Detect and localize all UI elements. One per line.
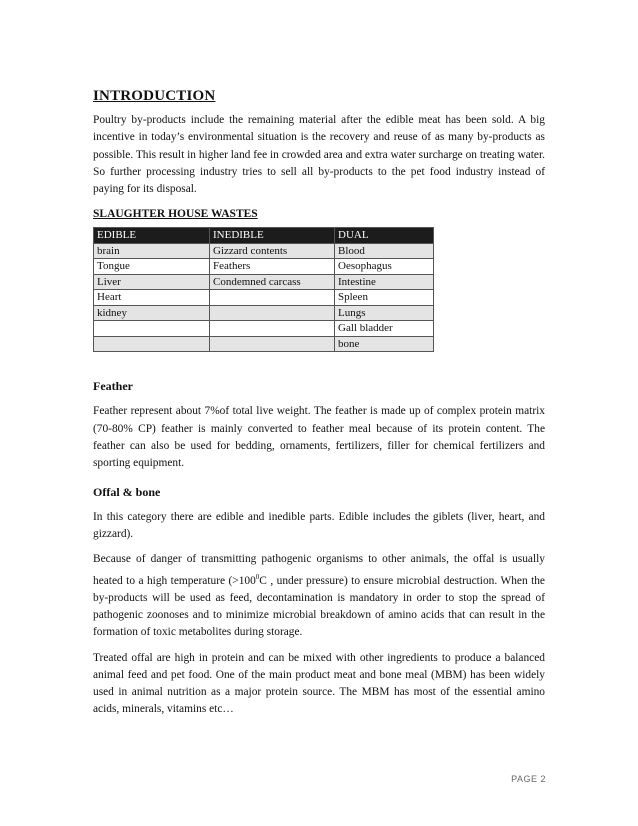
table-header-cell: EDIBLE (94, 228, 210, 244)
offal-p2-end: C , under pressure) to ensure microbial destruction. When the by-products will be used as feed, decontamination is mandatory in order to stop the spread of pathogenic zoonoses and to minimize microbial breakdown of amino acids that can result in the formation of toxic metabolites during storage. (93, 574, 545, 639)
table-cell (94, 321, 210, 337)
page-content (93, 88, 545, 727)
page-number: PAGE 2 (511, 774, 546, 784)
table-header-cell: INEDIBLE (210, 228, 335, 244)
table-cell: Lungs (335, 305, 434, 321)
offal-p2-start: Because of danger of transmitting pathogenic organisms to other animals, the offal is usually heated to a high temperature (>100 (93, 553, 545, 587)
table-row (94, 274, 434, 290)
table-cell (210, 305, 335, 321)
table-cell: Spleen (335, 290, 434, 306)
introduction-heading: INTRODUCTION (93, 88, 216, 104)
table-row (94, 336, 434, 352)
table-cell: Tongue (94, 259, 210, 275)
table-row (94, 243, 434, 259)
degree-superscript: 0 (255, 572, 260, 581)
offal-bone-heading: Offal & bone (93, 484, 161, 499)
table-cell: Intestine (335, 274, 434, 290)
slaughter-house-heading: SLAUGHTER HOUSE WASTES (93, 208, 258, 221)
offal-paragraph-1: In this category there are edible and inedible parts. Edible includes the giblets (liver, heart, and gizzard). (93, 510, 545, 540)
table-cell: brain (94, 243, 210, 259)
table-row (94, 305, 434, 321)
offal-paragraph-3: Treated offal are high in protein and can be mixed with other ingredients to produce a balanced animal feed and pet food. One of the main product meat and bone meal (MBM) has been widely used in animal nutrition as a major protein source. The MBM has most of the essential amino acids, minerals, vitamins etc… (93, 651, 545, 716)
table-cell (210, 321, 335, 337)
feather-paragraph: Feather represent about 7%of total live weight. The feather is made up of complex protein matrix (70-80% CP) feather is mainly converted to feather meal because of its protein content. The feather can also be used for bedding, ornaments, fertilizers, filler for chemical fertilizers and sporting equipment. (93, 405, 545, 470)
table-cell: kidney (94, 305, 210, 321)
offal-paragraph-2 (93, 551, 545, 641)
table-cell: Heart (94, 290, 210, 306)
table-cell: Feathers (210, 259, 335, 275)
table-cell (210, 336, 335, 352)
table-cell: Gall bladder (335, 321, 434, 337)
table-cell: Blood (335, 243, 434, 259)
table-row (94, 321, 434, 337)
table-cell: Gizzard contents (210, 243, 335, 259)
feather-heading: Feather (93, 379, 133, 394)
table-cell: Condemned carcass (210, 274, 335, 290)
table-row (94, 259, 434, 275)
table-cell: Liver (94, 274, 210, 290)
table-cell: bone (335, 336, 434, 352)
slaughter-waste-table (93, 227, 434, 352)
table-cell (94, 336, 210, 352)
introduction-paragraph: Poultry by-products include the remaining material after the edible meat has been sold. A big incentive in today’s environmental situation is the recovery and reuse of as many by-products as possible. This result in higher land fee in crowded area and extra water surcharge on treating water. So further processing industry tries to sell all by-products to the pet food industry instead of paying for its disposal. (93, 114, 545, 196)
table-cell (210, 290, 335, 306)
table-header-cell: DUAL (335, 228, 434, 244)
table-row (94, 290, 434, 306)
table-cell: Oesophagus (335, 259, 434, 275)
table-header-row (94, 228, 434, 244)
